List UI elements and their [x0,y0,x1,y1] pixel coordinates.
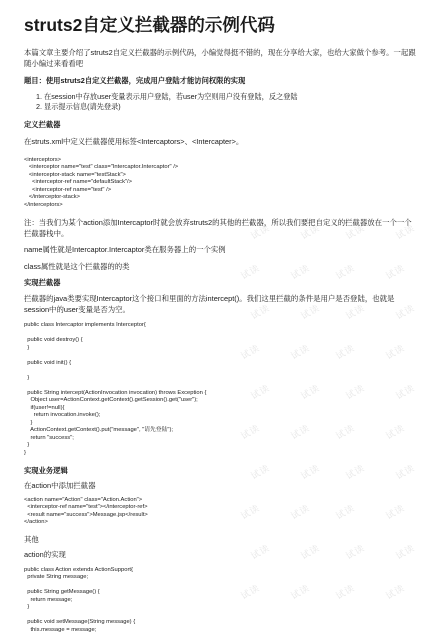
watermark-mark: 试读 [238,421,262,442]
define-paragraph: 在struts.xml中定义拦截器使用标签<Intercaptors>、<Intercapter>。 [24,137,418,148]
watermark-mark: 试读 [393,541,417,562]
code-block-action-xml: <action name="Action" class="Action.Action"> <interceptor-ref name="test"></interceptor-ref> <result name="success">Message.jsp</result> </action> [24,497,418,527]
section-heading-implement: 实现拦截器 [24,278,418,288]
watermark-mark: 试读 [288,341,312,362]
note-paragraph: 注：当我们为某个action添加Intercaptor时就会放弃struts2的其他的拦截器，所以我们要把自定义的拦截器放在一个一个拦截器栈中。 [24,218,418,239]
watermark-mark: 试读 [383,581,407,602]
label-other: 其他 [24,535,418,546]
watermark-mark: 试读 [298,541,322,562]
watermark-mark: 试读 [343,221,367,242]
article-title: struts2自定义拦截器的示例代码 [24,14,418,36]
watermark-mark: 试读 [393,381,417,402]
note-class-attr: class属性就是这个拦截器的的类 [24,262,418,273]
label-action-impl: action的实现 [24,550,418,561]
list-item: 2. 显示提示信息(请先登录) [44,102,418,112]
section-heading-business: 实现业务逻辑 [24,466,418,476]
watermark-mark: 试读 [343,301,367,322]
watermark-mark: 试读 [248,221,272,242]
watermark-mark: 试读 [238,341,262,362]
section-heading-define: 定义拦截器 [24,120,418,130]
watermark-mark: 试读 [288,261,312,282]
watermark-mark: 试读 [288,421,312,442]
watermark-mark: 试读 [333,261,357,282]
watermark-mark: 试读 [238,261,262,282]
watermark-mark: 试读 [343,541,367,562]
watermark-mark: 试读 [393,461,417,482]
steps-list [24,92,418,111]
watermark-mark: 试读 [393,221,417,242]
code-block-action-java: public class Action extends ActionSupport{ private String message; public String getMessage() { return message; } public void setMessage(String message) { this.message = message; [24,567,418,634]
implement-paragraph: 拦截器的java类要实现Intercaptor这个接口和里面的方法intercept()。我们这里拦截的条件是用户是否登陆，也就是session中的user变量是否为空。 [24,294,418,315]
topic-line: 题目：使用struts2自定义拦截器，完成用户登陆才能访问权限的实现 [24,76,418,86]
code-block-interceptors-xml: <interceptors> <interceptor name="test" class="Intercaptor.Intercaptor" /> <interceptor-stack name="testStack"> <interceptor-ref name="defaultStack"/> <interceptor-ref name="test" /> </interceptor-stack> </interceptors> [24,157,418,210]
watermark-mark: 试读 [288,581,312,602]
note-name-attr: name属性就是Intercaptor.Intercaptor类在服务器上的一个实例 [24,245,418,256]
watermark-mark: 试读 [333,421,357,442]
watermark-mark: 试读 [298,461,322,482]
watermark-mark: 试读 [383,501,407,522]
watermark-mark: 试读 [343,381,367,402]
intro-paragraph: 本篇文章主要介绍了struts2自定义拦截器的示例代码，小编觉得挺不错的，现在分享给大家，也给大家做个参考。一起跟随小编过来看看吧 [24,48,418,69]
business-paragraph: 在action中添加拦截器 [24,481,418,492]
watermark-mark: 试读 [238,581,262,602]
watermark-mark: 试读 [343,461,367,482]
watermark-mark: 试读 [248,381,272,402]
watermark-mark: 试读 [383,261,407,282]
watermark-mark: 试读 [383,421,407,442]
code-block-interceptor-java: public class Intercaptor implements Interceptor{ public void destroy() { } public void init() { } public String intercept(ActionInvocation invocation) throws Exception { Object user=ActionContext.getContext().getSession().get("user"); if(user!=null){ return invocation.invoke(); } ActionContext.getContext().put("message", "请先登陆"); return "success"; } } [24,322,418,457]
watermark-mark: 试读 [333,341,357,362]
watermark-mark: 试读 [238,501,262,522]
watermark-mark: 试读 [333,501,357,522]
watermark-mark: 试读 [248,301,272,322]
watermark-mark: 试读 [298,381,322,402]
watermark-mark: 试读 [393,301,417,322]
article-body [24,14,418,634]
watermark-mark: 试读 [333,581,357,602]
watermark-mark: 试读 [298,301,322,322]
watermark-mark: 试读 [298,221,322,242]
list-item: 1. 在session中存放user变量表示用户登陆，若user为空则用户没有登陆，反之登陆 [44,92,418,102]
watermark-mark: 试读 [248,541,272,562]
watermark-mark: 试读 [288,501,312,522]
watermark-mark: 试读 [383,341,407,362]
watermark-mark: 试读 [248,461,272,482]
